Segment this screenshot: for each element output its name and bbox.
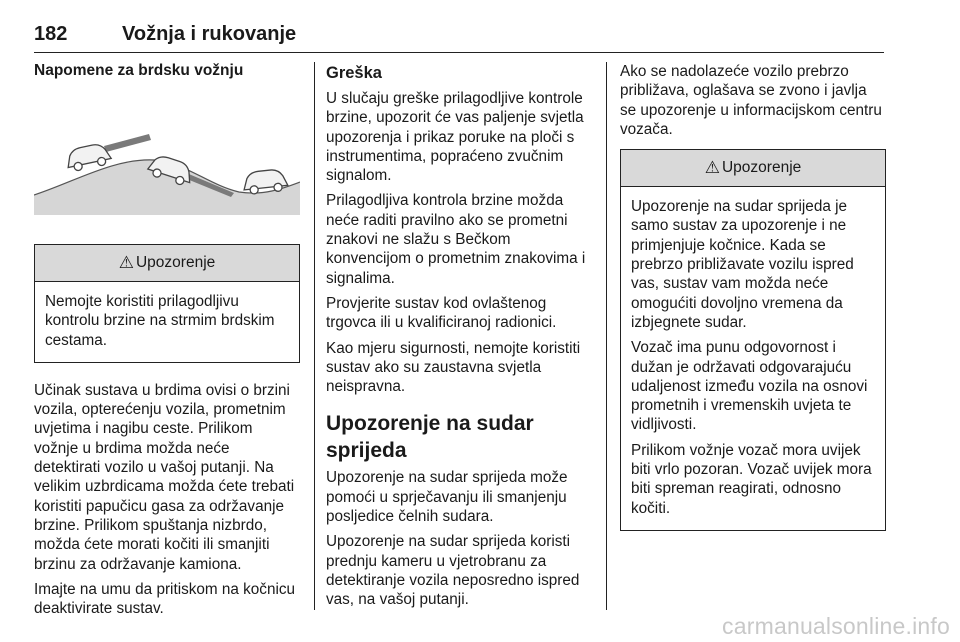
watermark: carmanualsonline.info bbox=[722, 613, 950, 639]
paragraph: Učinak sustava u brdima ovisi o brzini vozila, opterećenju vozila, prometnim uvjetima i nagibu ceste. Prilikom vožnje u brdima možda neće detektirati vozilo u vašoj putanji. Na velikim uzbrdicama možda ćete trebati koristiti papučicu gasa za održavanje brzine. Prilikom spuštanja nizbrdo, možda ćete morati kočiti ili smanjiti brzinu za održavanje kamiona. bbox=[34, 381, 295, 573]
page-number: 182 bbox=[34, 23, 68, 45]
hill-driving-heading: Napomene za brdsku vožnju bbox=[34, 62, 244, 79]
warning-box bbox=[620, 149, 886, 531]
warning-title: Upozorenje bbox=[721, 159, 802, 177]
hill-driving-illustration bbox=[34, 90, 300, 215]
warning-triangle-icon: ⚠ bbox=[118, 253, 134, 272]
paragraph: Upozorenje na sudar sprijeda koristi prednju kameru u vjetrobranu za detektiranje vozila neposredno ispred vas, na vašoj putanji. bbox=[326, 533, 580, 609]
paragraph: Upozorenje na sudar sprijeda može pomoći u sprječavanju ili smanjenju posljedice čelnih sudara. bbox=[326, 469, 568, 526]
warning-box bbox=[34, 244, 300, 363]
warning-text: Upozorenje na sudar sprijeda je samo sustav za upozorenje i ne primjenjuje kočnice. Kada se prebrzo približavate vozilu ispred vas, sustav vam možda neće omogućiti dovoljno vremena da izbjegnete sudar. bbox=[631, 198, 854, 331]
paragraph: Ako se nadolazeće vozilo prebrzo približava, oglašava se zvono i javlja se upozorenje u informacijskom centru vozača. bbox=[620, 63, 882, 138]
warning-header bbox=[35, 245, 299, 282]
warning-triangle-icon: ⚠ bbox=[704, 158, 720, 178]
column-2 bbox=[326, 62, 592, 616]
warning-title: Upozorenje bbox=[135, 254, 216, 271]
warning-header bbox=[621, 150, 885, 187]
warning-text: Prilikom vožnje vozač mora uvijek biti vrlo pozoran. Vozač uvijek mora biti spreman reagirati, odnosno kočiti. bbox=[631, 441, 872, 517]
warning-text: Vozač ima punu odgovornost i dužan je održavati odgovarajuću udaljenost između vozila na osnovi prometnih i vremenskih uvjeta te vidljivosti. bbox=[631, 339, 868, 434]
column-divider bbox=[606, 62, 607, 610]
section-heading: Upozorenje na sudar sprijeda bbox=[326, 412, 534, 463]
column-divider bbox=[314, 62, 315, 610]
paragraph: Prilagodljiva kontrola brzine možda neće raditi pravilno ako se prometni znakovi ne slažu s Bečkom konvencijom o prometnim znakovima i signalima. bbox=[326, 192, 586, 287]
paragraph: U slučaju greške prilagodljive kontrole brzine, upozorit će vas paljenje svjetla upozorenja i prikaz poruke na ploči s instrumentima, popraćeno zvučnim signalom. bbox=[326, 90, 584, 185]
paragraph: Imajte na umu da pritiskom na kočnicu deaktivirate sustav. bbox=[34, 580, 296, 618]
warning-body bbox=[35, 282, 299, 362]
page-title: Vožnja i rukovanje bbox=[122, 23, 297, 45]
column-1 bbox=[34, 62, 300, 624]
column-3 bbox=[620, 62, 886, 549]
fault-heading: Greška bbox=[326, 64, 382, 82]
radar-beam bbox=[104, 134, 151, 152]
page-header bbox=[34, 18, 884, 53]
paragraph: Provjerite sustav kod ovlaštenog trgovca ili u kvalificiranoj radionici. bbox=[326, 294, 557, 332]
paragraph: Kao mjeru sigurnosti, nemojte koristiti sustav ako su zaustavna svjetla neispravna. bbox=[326, 339, 581, 396]
warning-text: Nemojte koristiti prilagodljivu kontrolu brzine na strmim brdskim cestama. bbox=[45, 293, 275, 349]
warning-body bbox=[621, 187, 885, 530]
